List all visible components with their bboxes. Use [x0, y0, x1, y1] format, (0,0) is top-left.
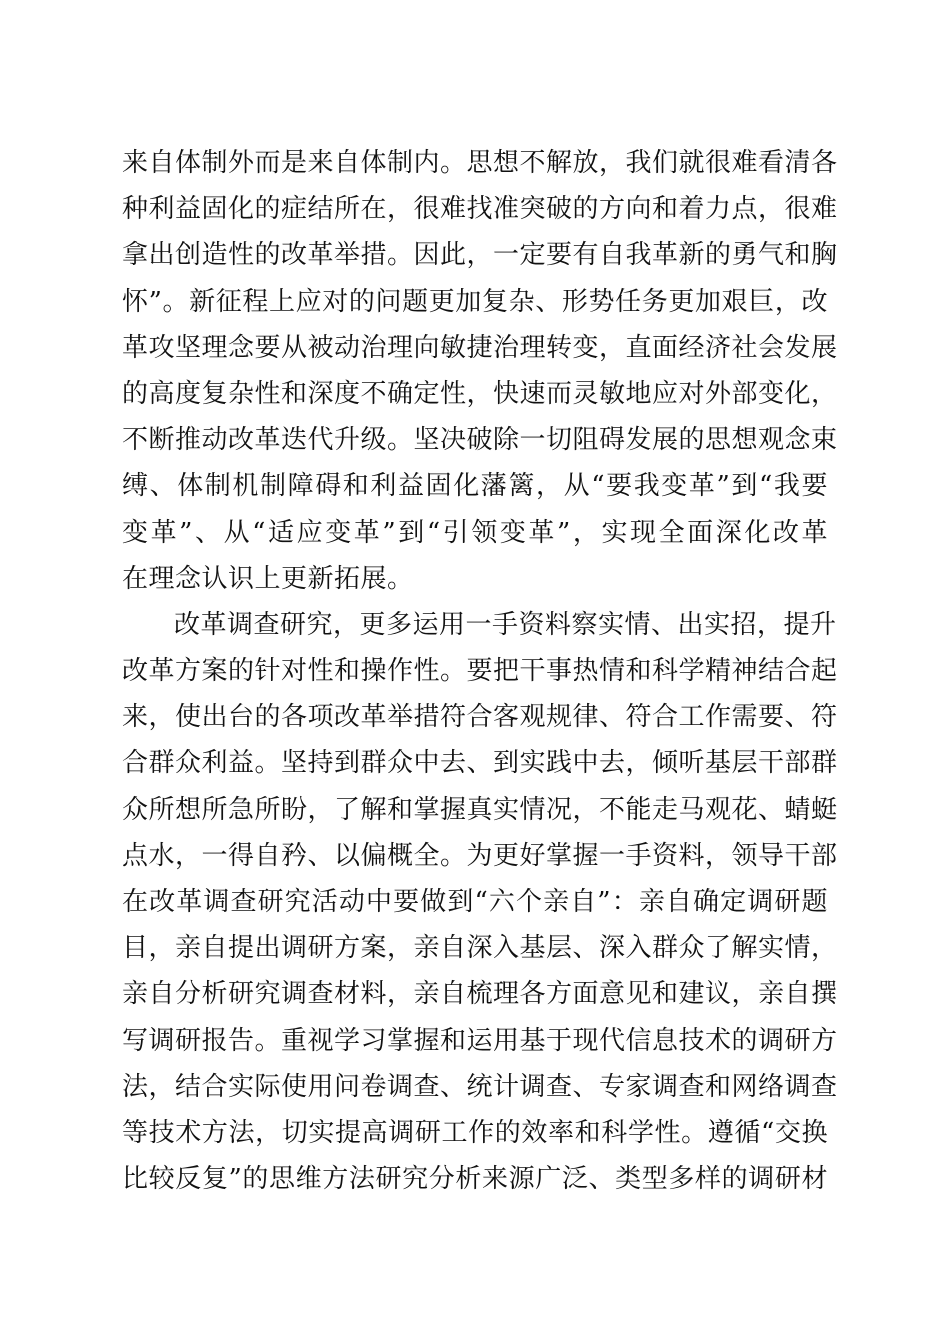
text-line: 怀”。新征程上应对的问题更加复杂、形势任务更加艰巨，改: [122, 286, 828, 317]
text-line: 点水，一得自矜、以偏概全。为更好掌握一手资料，领导干部: [122, 840, 838, 871]
text-line: 改革方案的针对性和操作性。要把干事热情和科学精神结合起: [122, 656, 838, 687]
text-line: 目，亲自提出调研方案，亲自深入基层、深入群众了解实情，: [122, 933, 838, 964]
text-line: 不断推动改革迭代升级。坚决破除一切阻碍发展的思想观念束: [122, 425, 838, 456]
text-line: 拿出创造性的改革举措。因此，一定要有自我革新的勇气和胸: [122, 240, 838, 271]
text-line: 比较反复”的思维方法研究分析来源广泛、类型多样的调研材: [122, 1164, 828, 1195]
text-line: 在改革调查研究活动中要做到“六个亲自”：亲自确定调研题: [122, 887, 828, 917]
body-text: [122, 140, 838, 1202]
text-line: 缚、体制机制障碍和利益固化藩篱，从“要我变革”到“我要: [122, 471, 828, 502]
text-line: 在理念认识上更新拓展。: [122, 563, 414, 594]
text-line: 法，结合实际使用问卷调查、统计调查、专家调查和网络调查: [122, 1071, 838, 1102]
text-line: 写调研报告。重视学习掌握和运用基于现代信息技术的调研方: [122, 1025, 838, 1056]
text-line: 亲自分析研究调查材料，亲自梳理各方面意见和建议，亲自撰: [122, 979, 838, 1010]
text-line: 变革”、从“适应变革”到“引领变革”，实现全面深化改革: [122, 517, 828, 548]
text-line: 合群众利益。坚持到群众中去、到实践中去，倾听基层干部群: [122, 748, 838, 779]
text-line: 来，使出台的各项改革举措符合客观规律、符合工作需要、符: [122, 702, 838, 733]
text-line: 的高度复杂性和深度不确定性，快速而灵敏地应对外部变化，: [122, 378, 838, 409]
text-line: 众所想所急所盼，了解和掌握真实情况，不能走马观花、蜻蜓: [122, 794, 838, 825]
text-line: 等技术方法，切实提高调研工作的效率和科学性。遵循“交换: [122, 1117, 828, 1148]
paragraph-start-line: 改革调查研究，更多运用一手资料察实情、出实招，提升: [174, 609, 837, 640]
text-line: 革攻坚理念要从被动治理向敏捷治理转变，直面经济社会发展: [122, 332, 838, 363]
text-line: 来自体制外而是来自体制内。思想不解放，我们就很难看清各: [122, 148, 838, 178]
text-line: 种利益固化的症结所在，很难找准突破的方向和着力点，很难: [122, 194, 838, 225]
